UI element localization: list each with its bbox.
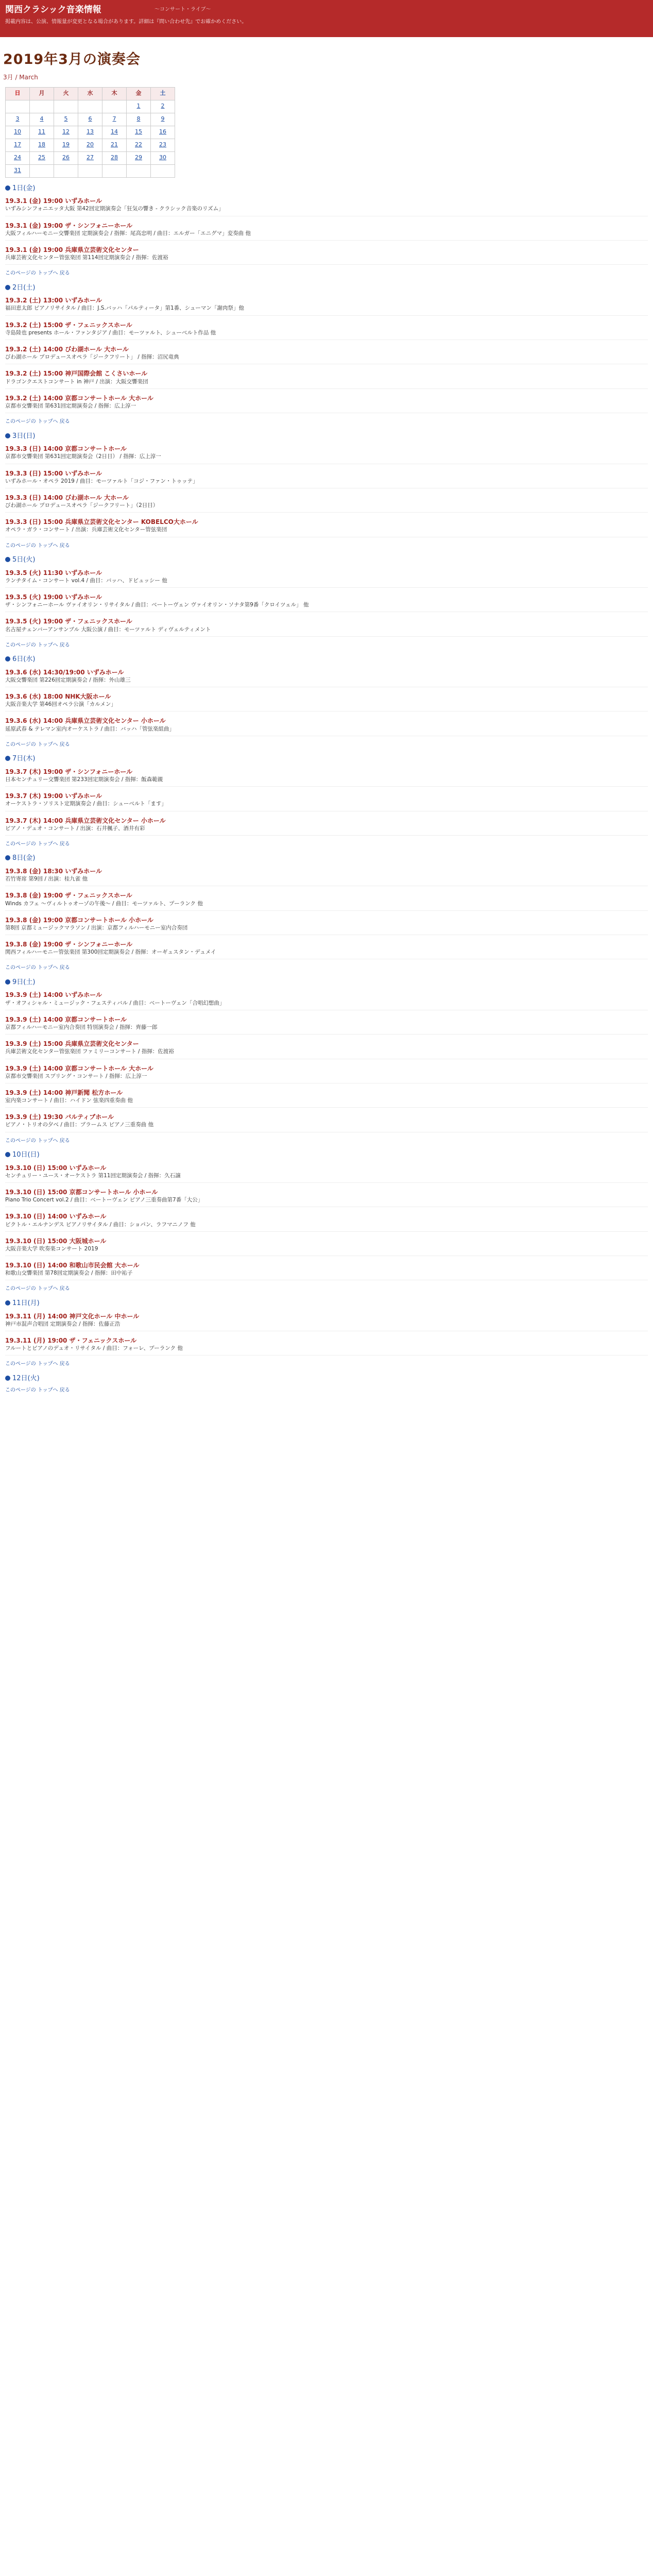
event-item	[5, 867, 648, 886]
event-description: 若竹寄席 第9回 / 出演：桂九雀 他	[5, 876, 88, 883]
back-to-top-link[interactable]: このページの トップへ 戻る	[5, 1387, 70, 1394]
event-item	[5, 345, 648, 364]
calendar-day[interactable]	[6, 113, 30, 126]
event-item	[5, 1336, 648, 1355]
back-to-top-link[interactable]: このページの トップへ 戻る	[5, 419, 70, 425]
day-heading	[5, 978, 653, 987]
event-item	[5, 569, 648, 588]
bullet-icon	[5, 855, 10, 860]
calendar-day-link[interactable]: 11	[38, 128, 45, 135]
event-title: 19.3.2 (土) 13:00 いずみホール	[5, 297, 102, 304]
event-description: 神戸市混声合唱団 定期演奏会 / 指揮：佐藤正浩	[5, 1320, 121, 1327]
event-title: 19.3.8 (金) 19:00 ザ・シンフォニーホール	[5, 941, 133, 948]
event-description: ピアノ・デュオ・コンサート / 出演：石井楓子、酒井有彩	[5, 825, 145, 832]
event-item	[5, 1212, 648, 1231]
back-to-top-link[interactable]: このページの トップへ 戻る	[5, 1138, 70, 1144]
page-title: 2019年3月の演奏会	[3, 52, 141, 67]
calendar-day	[102, 164, 127, 177]
event-description: びわ湖ホール プロデュースオペラ「ジークフリート」（2日目）	[5, 502, 159, 509]
event-title: 19.3.6 (水) 14:30/19:00 いずみホール	[5, 668, 124, 676]
calendar-day-link[interactable]: 16	[159, 128, 166, 135]
event-description: センチュリー・ユース・オーケストラ 第11回定期演奏会 / 指揮：久石譲	[5, 1172, 181, 1179]
event-description: 室内楽コンサート / 曲目：ハイドン 弦楽四重奏曲 他	[5, 1097, 133, 1104]
event-item	[5, 246, 648, 265]
calendar-day[interactable]	[6, 126, 30, 139]
site-note: 掲載内容は、公演、情報量が変更となる場合があります。詳細は『問い合わせ先』でお確かめください。	[5, 19, 247, 25]
event-title: 19.3.9 (土) 15:00 兵庫県立芸術文化センター	[5, 1040, 139, 1048]
bullet-icon	[5, 1300, 10, 1306]
event-description: 関西フィルハーモニー管弦楽団 第300回定期演奏会 / 指揮：オーギュスタン・デュメイ	[5, 949, 216, 956]
event-description: オペラ・ガラ・コンサート / 出演：兵庫芸術文化センター管弦楽団	[5, 527, 167, 533]
event-title: 19.3.11 (月) 14:00 神戸文化ホール 中ホール	[5, 1312, 140, 1320]
bullet-icon	[5, 185, 10, 191]
day-heading-label: 9日(土)	[12, 978, 36, 986]
event-item	[5, 394, 648, 413]
calendar-day[interactable]	[151, 113, 175, 126]
calendar-day-link[interactable]: 10	[14, 128, 21, 135]
calendar-day	[78, 164, 102, 177]
day-heading-label: 5日(火)	[12, 556, 36, 564]
event-title: 19.3.5 (火) 11:30 いずみホール	[5, 569, 102, 577]
calendar-day-link[interactable]: 2	[161, 103, 165, 110]
calendar-day-link[interactable]: 14	[111, 128, 118, 135]
event-title: 19.3.5 (火) 19:00 ザ・フェニックスホール	[5, 618, 132, 625]
event-title: 19.3.9 (土) 14:00 神戸新聞 松方ホール	[5, 1089, 123, 1096]
calendar-day-link[interactable]: 17	[14, 141, 21, 148]
event-title: 19.3.8 (金) 18:30 いずみホール	[5, 868, 102, 875]
day-heading-label: 3日(日)	[12, 432, 36, 440]
day-heading	[5, 432, 653, 441]
event-description: 京都市交響楽団 スプリング・コンサート / 指揮：広上淳一	[5, 1073, 147, 1079]
event-title: 19.3.9 (土) 14:00 京都コンサートホール	[5, 1015, 127, 1023]
calendar-day	[102, 100, 127, 113]
calendar-day-link[interactable]: 15	[135, 128, 142, 135]
event-title: 19.3.7 (木) 19:00 ザ・シンフォニーホール	[5, 768, 133, 775]
event-title: 19.3.10 (日) 15:00 いずみホール	[5, 1164, 107, 1172]
event-item	[5, 916, 648, 935]
event-description: 京都市交響楽団 第631回定期演奏会 / 指揮：広上淳一	[5, 402, 136, 409]
event-description: 名古屋チェンバーアンサンブル 大阪公演 / 曲目：モーツァルト ディヴェルティメント	[5, 626, 211, 633]
calendar-day[interactable]	[102, 151, 127, 164]
calendar-day	[78, 100, 102, 113]
calendar-day[interactable]	[30, 126, 54, 139]
event-item	[5, 940, 648, 959]
calendar-day	[30, 100, 54, 113]
calendar-day[interactable]	[127, 126, 151, 139]
calendar-day-link[interactable]: 28	[111, 154, 118, 161]
back-to-top-link[interactable]: このページの トップへ 戻る	[5, 841, 70, 847]
calendar-day	[54, 100, 78, 113]
bullet-icon	[5, 756, 10, 761]
calendar-day-link[interactable]: 25	[38, 154, 45, 161]
event-item	[5, 1040, 648, 1059]
event-description: 大阪フィルハーモニー交響楽団 定期演奏会 / 指揮：尾高忠明 / 曲目：エルガー「エニグマ」変奏曲 他	[5, 230, 251, 236]
event-title: 19.3.2 (土) 15:00 神戸国際会館 こくさいホール	[5, 370, 148, 378]
calendar-day-link[interactable]: 24	[14, 154, 21, 161]
calendar-day-link[interactable]: 3	[15, 115, 20, 123]
event-item	[5, 197, 648, 216]
calendar-day-link[interactable]: 4	[40, 115, 44, 123]
calendar-day[interactable]	[78, 113, 102, 126]
event-description: ランチタイム・コンサート vol.4 / 曲目：バッハ、ドビュッシー 他	[5, 577, 167, 584]
event-description: 第8回 京都ミュージックマラソン / 出演：京都フィルハーモニー室内合奏団	[5, 924, 188, 931]
calendar-day[interactable]	[127, 151, 151, 164]
calendar-day	[30, 164, 54, 177]
day-heading-label: 2日(土)	[12, 283, 36, 292]
calendar-day-link[interactable]: 23	[159, 141, 166, 148]
event-item	[5, 1113, 648, 1132]
event-item	[5, 296, 648, 315]
calendar-day[interactable]	[102, 139, 127, 151]
back-to-top-link[interactable]: このページの トップへ 戻る	[5, 741, 70, 748]
event-item	[5, 518, 648, 537]
calendar-header-3: 水	[78, 87, 102, 100]
event-item	[5, 321, 648, 340]
day-heading	[5, 555, 653, 565]
event-description: 寺島陸也 presents ホール・ファンタジア / 曲目：モーツァルト、シューベルト作品 他	[5, 329, 216, 336]
calendar-day[interactable]	[54, 151, 78, 164]
event-title: 19.3.9 (土) 19:30 バルティブホール	[5, 1113, 114, 1121]
event-description: ザ・オフィシャル・ミュージック・フェスティバル / 曲目：ベートーヴェン「合唱幻想曲」	[5, 999, 225, 1006]
event-title: 19.3.3 (日) 15:00 いずみホール	[5, 469, 102, 477]
calendar-header-0: 日	[6, 87, 30, 100]
day-heading	[5, 854, 653, 863]
event-item	[5, 1237, 648, 1256]
day-heading	[5, 655, 653, 664]
back-to-top-link[interactable]: このページの トップへ 戻る	[5, 642, 70, 648]
calendar-day-link[interactable]: 19	[62, 141, 70, 148]
event-item	[5, 445, 648, 464]
calendar-day[interactable]	[54, 113, 78, 126]
event-item	[5, 617, 648, 636]
event-title: 19.3.6 (水) 14:00 兵庫県立芸術文化センター 小ホール	[5, 717, 166, 725]
calendar-day[interactable]	[30, 151, 54, 164]
calendar-day[interactable]	[127, 100, 151, 113]
event-description: Winds カフェ ～ヴィルトゥオーゾの午後～ / 曲目：モーツァルト、プーランク 他	[5, 900, 203, 907]
calendar-day[interactable]	[30, 113, 54, 126]
calendar-day-link[interactable]: 21	[111, 141, 118, 148]
event-title: 19.3.10 (日) 14:00 いずみホール	[5, 1213, 107, 1221]
event-title: 19.3.1 (金) 19:00 ザ・シンフォニーホール	[5, 222, 133, 229]
event-title: 19.3.3 (日) 14:00 京都コンサートホール	[5, 445, 127, 453]
day-heading	[5, 1374, 653, 1383]
event-title: 19.3.10 (日) 15:00 京都コンサートホール 小ホール	[5, 1189, 158, 1196]
day-heading	[5, 283, 653, 293]
event-description: 京都フィルハーモニー室内合奏団 特別演奏会 / 指揮：齊藤一郎	[5, 1024, 158, 1031]
event-title: 19.3.2 (土) 14:00 京都コンサートホール 大ホール	[5, 394, 153, 402]
calendar-day-link[interactable]: 31	[14, 167, 21, 174]
event-description: 大阪音楽大学 第46回オペラ公演「カルメン」	[5, 701, 116, 708]
day-heading	[5, 754, 653, 764]
day-heading	[5, 1150, 653, 1160]
calendar-header-6: 土	[151, 87, 175, 100]
event-description: いずみホール・オペラ 2019 / 曲目：モーツァルト「コジ・ファン・トゥッテ」	[5, 478, 198, 484]
calendar-day-link[interactable]: 26	[62, 154, 70, 161]
event-item	[5, 469, 648, 488]
event-item	[5, 494, 648, 513]
event-item	[5, 1261, 648, 1280]
calendar-day[interactable]	[78, 151, 102, 164]
event-item	[5, 1015, 648, 1035]
calendar-day[interactable]	[6, 164, 30, 177]
event-item	[5, 717, 648, 736]
event-title: 19.3.8 (金) 19:00 ザ・フェニックスホール	[5, 892, 132, 900]
calendar-day	[151, 164, 175, 177]
event-item	[5, 792, 648, 811]
event-description: 兵庫芸術文化センター管弦楽団 第114回定期演奏会 / 指揮：佐渡裕	[5, 255, 168, 261]
event-description: ビクトル・エルナンデス ピアノリサイタル / 曲目：ショパン、ラフマニノフ 他	[5, 1221, 196, 1228]
event-description: 大阪交響楽団 第226回定期演奏会 / 指揮：外山雄三	[5, 676, 131, 683]
calendar-day[interactable]	[151, 139, 175, 151]
site-tagline: ～コンサート・ライブ～	[154, 7, 211, 12]
day-heading	[5, 1299, 653, 1308]
calendar-header-1: 月	[30, 87, 54, 100]
event-description: ザ・シンフォニーホール ヴァイオリン・リサイタル / 曲目：ベートーヴェン ヴァイオリン・ソナタ第9番「クロイツェル」 他	[5, 602, 309, 608]
back-to-top-link[interactable]: このページの トップへ 戻る	[5, 965, 70, 971]
event-title: 19.3.2 (土) 14:00 びわ湖ホール 大ホール	[5, 346, 129, 353]
calendar-day[interactable]	[78, 126, 102, 139]
calendar-day[interactable]	[127, 113, 151, 126]
event-description: いずみシンフォニエッタ大阪 第42回定期演奏会「狂気の響き - クラシック音楽のリズム」	[5, 206, 224, 212]
event-title: 19.3.7 (木) 19:00 いずみホール	[5, 792, 102, 800]
bullet-icon	[5, 1376, 10, 1381]
calendar-day[interactable]	[6, 151, 30, 164]
event-title: 19.3.10 (日) 14:00 和歌山市民会館 大ホール	[5, 1262, 140, 1269]
back-to-top-link[interactable]: このページの トップへ 戻る	[5, 1361, 70, 1367]
page-subtitle: 3月 / March	[3, 74, 38, 81]
calendar-day[interactable]	[6, 139, 30, 151]
day-heading-label: 6日(水)	[12, 655, 36, 664]
bullet-icon	[5, 557, 10, 562]
event-description: オーケストラ・ソリスト定期演奏会 / 曲目：シューベルト「ます」	[5, 801, 167, 807]
event-title: 19.3.1 (金) 19:00 兵庫県立芸術文化センター	[5, 246, 139, 253]
event-title: 19.3.5 (火) 19:00 いずみホール	[5, 593, 102, 601]
bullet-icon	[5, 285, 10, 290]
event-title: 19.3.1 (金) 19:00 いずみホール	[5, 197, 102, 205]
event-title: 19.3.8 (金) 19:00 京都コンサートホール 小ホール	[5, 916, 153, 924]
day-heading	[5, 184, 653, 193]
calendar-day-link[interactable]: 8	[136, 115, 141, 123]
day-heading-label: 8日(金)	[12, 854, 36, 862]
calendar-header-5: 金	[127, 87, 151, 100]
calendar-day-link[interactable]: 1	[136, 103, 141, 110]
calendar-day-link[interactable]: 18	[38, 141, 45, 148]
event-item	[5, 593, 648, 612]
event-item	[5, 891, 648, 910]
bullet-icon	[5, 1152, 10, 1157]
calendar-day-link[interactable]: 9	[161, 115, 165, 123]
calendar-day	[127, 164, 151, 177]
bullet-icon	[5, 656, 10, 662]
event-title: 19.3.11 (月) 19:00 ザ・フェニックスホール	[5, 1336, 137, 1344]
calendar-day	[54, 164, 78, 177]
calendar-day[interactable]	[127, 139, 151, 151]
calendar-day[interactable]	[78, 139, 102, 151]
calendar-day-link[interactable]: 29	[135, 154, 142, 161]
calendar-day-link[interactable]: 6	[88, 115, 92, 123]
event-item	[5, 1188, 648, 1207]
event-description: 京都市交響楽団 第631回定期演奏会（2日目） / 指揮：広上淳一	[5, 453, 161, 460]
event-title: 19.3.10 (日) 15:00 大阪城ホール	[5, 1237, 107, 1245]
site-header	[0, 0, 653, 37]
calendar-day-link[interactable]: 22	[135, 141, 142, 148]
day-heading-label: 11日(月)	[12, 1299, 40, 1307]
calendar-day-link[interactable]: 7	[112, 115, 116, 123]
event-description: 兵庫芸術文化センター管弦楽団 ファミリーコンサート / 指揮：佐渡裕	[5, 1048, 174, 1055]
calendar-day	[6, 100, 30, 113]
calendar-day[interactable]	[151, 126, 175, 139]
calendar-day-link[interactable]: 20	[87, 141, 94, 148]
event-title: 19.3.9 (土) 14:00 京都コンサートホール 大ホール	[5, 1064, 153, 1072]
calendar-day[interactable]	[54, 139, 78, 151]
event-description: ドラゴンクエストコンサート in 神戸 / 出演：大阪交響楽団	[5, 378, 148, 385]
back-to-top-link[interactable]: このページの トップへ 戻る	[5, 270, 70, 277]
event-item	[5, 369, 648, 388]
event-description: 福田恵太郎 ピアノリサイタル / 曲目：J.S.バッハ「パルティータ」第1番、シューマン「謝肉祭」他	[5, 305, 244, 312]
event-item	[5, 692, 648, 711]
calendar-day[interactable]	[102, 126, 127, 139]
event-sections	[0, 184, 653, 1394]
event-title: 19.3.2 (土) 15:00 ザ・フェニックスホール	[5, 321, 132, 329]
calendar-day-link[interactable]: 5	[64, 115, 68, 123]
month-calendar	[5, 87, 175, 178]
calendar-day[interactable]	[151, 100, 175, 113]
calendar-day[interactable]	[151, 151, 175, 164]
event-description: 日本センチュリー交響楽団 第233回定期演奏会 / 指揮：飯森範親	[5, 776, 163, 783]
calendar-day-link[interactable]: 30	[159, 154, 166, 161]
event-item	[5, 817, 648, 836]
event-title: 19.3.9 (土) 14:00 いずみホール	[5, 991, 102, 999]
event-item	[5, 991, 648, 1010]
event-description: ピアノ・トリオの夕べ / 曲目：ブラームス ピアノ三重奏曲 他	[5, 1122, 154, 1128]
event-item	[5, 668, 648, 687]
event-item	[5, 768, 648, 787]
event-description: びわ湖ホール プロデュースオペラ「ジークフリート」 / 指揮：沼尻竜典	[5, 354, 179, 361]
event-item	[5, 1064, 648, 1083]
calendar-day[interactable]	[54, 126, 78, 139]
event-item	[5, 1164, 648, 1183]
event-item	[5, 1312, 648, 1331]
bullet-icon	[5, 433, 10, 438]
calendar-header-4: 木	[102, 87, 127, 100]
bullet-icon	[5, 979, 10, 985]
calendar-day-link[interactable]: 13	[87, 128, 94, 135]
back-to-top-link[interactable]: このページの トップへ 戻る	[5, 1286, 70, 1292]
event-title: 19.3.3 (日) 14:00 びわ湖ホール 大ホール	[5, 494, 129, 501]
site-title[interactable]: 関西クラシック音楽情報	[5, 5, 101, 15]
day-heading-label: 12日(火)	[12, 1374, 40, 1382]
event-description: 和歌山交響楽団 第78回定期演奏会 / 指揮：田中祐子	[5, 1270, 133, 1277]
day-heading-label: 10日(日)	[12, 1151, 40, 1159]
day-heading-label: 7日(木)	[12, 755, 36, 763]
event-description: Piano Trio Concert vol.2 / 曲目：ベートーヴェン ピアノ三重奏曲第7番「大公」	[5, 1197, 203, 1204]
calendar-day[interactable]	[30, 139, 54, 151]
calendar-day-link[interactable]: 12	[62, 128, 70, 135]
event-description: 大阪音楽大学 吹奏楽コンサート 2019	[5, 1245, 98, 1252]
event-description: フルートとピアノのデュオ・リサイタル / 曲目：フォーレ、プーランク 他	[5, 1345, 183, 1352]
day-heading-label: 1日(金)	[12, 184, 36, 192]
event-title: 19.3.3 (日) 15:00 兵庫県立芸術文化センター KOBELCO大ホール	[5, 518, 198, 526]
event-item	[5, 222, 648, 241]
calendar-day-link[interactable]: 27	[87, 154, 94, 161]
event-item	[5, 1089, 648, 1108]
event-title: 19.3.7 (木) 14:00 兵庫県立芸術文化センター 小ホール	[5, 817, 166, 824]
event-description: 延原武春 & テレマン室内オーケストラ / 曲目：バッハ「管弦楽組曲」	[5, 725, 175, 732]
event-title: 19.3.6 (水) 18:00 NHK大阪ホール	[5, 693, 111, 701]
back-to-top-link[interactable]: このページの トップへ 戻る	[5, 543, 70, 549]
calendar-day[interactable]	[102, 113, 127, 126]
calendar-header-2: 火	[54, 87, 78, 100]
